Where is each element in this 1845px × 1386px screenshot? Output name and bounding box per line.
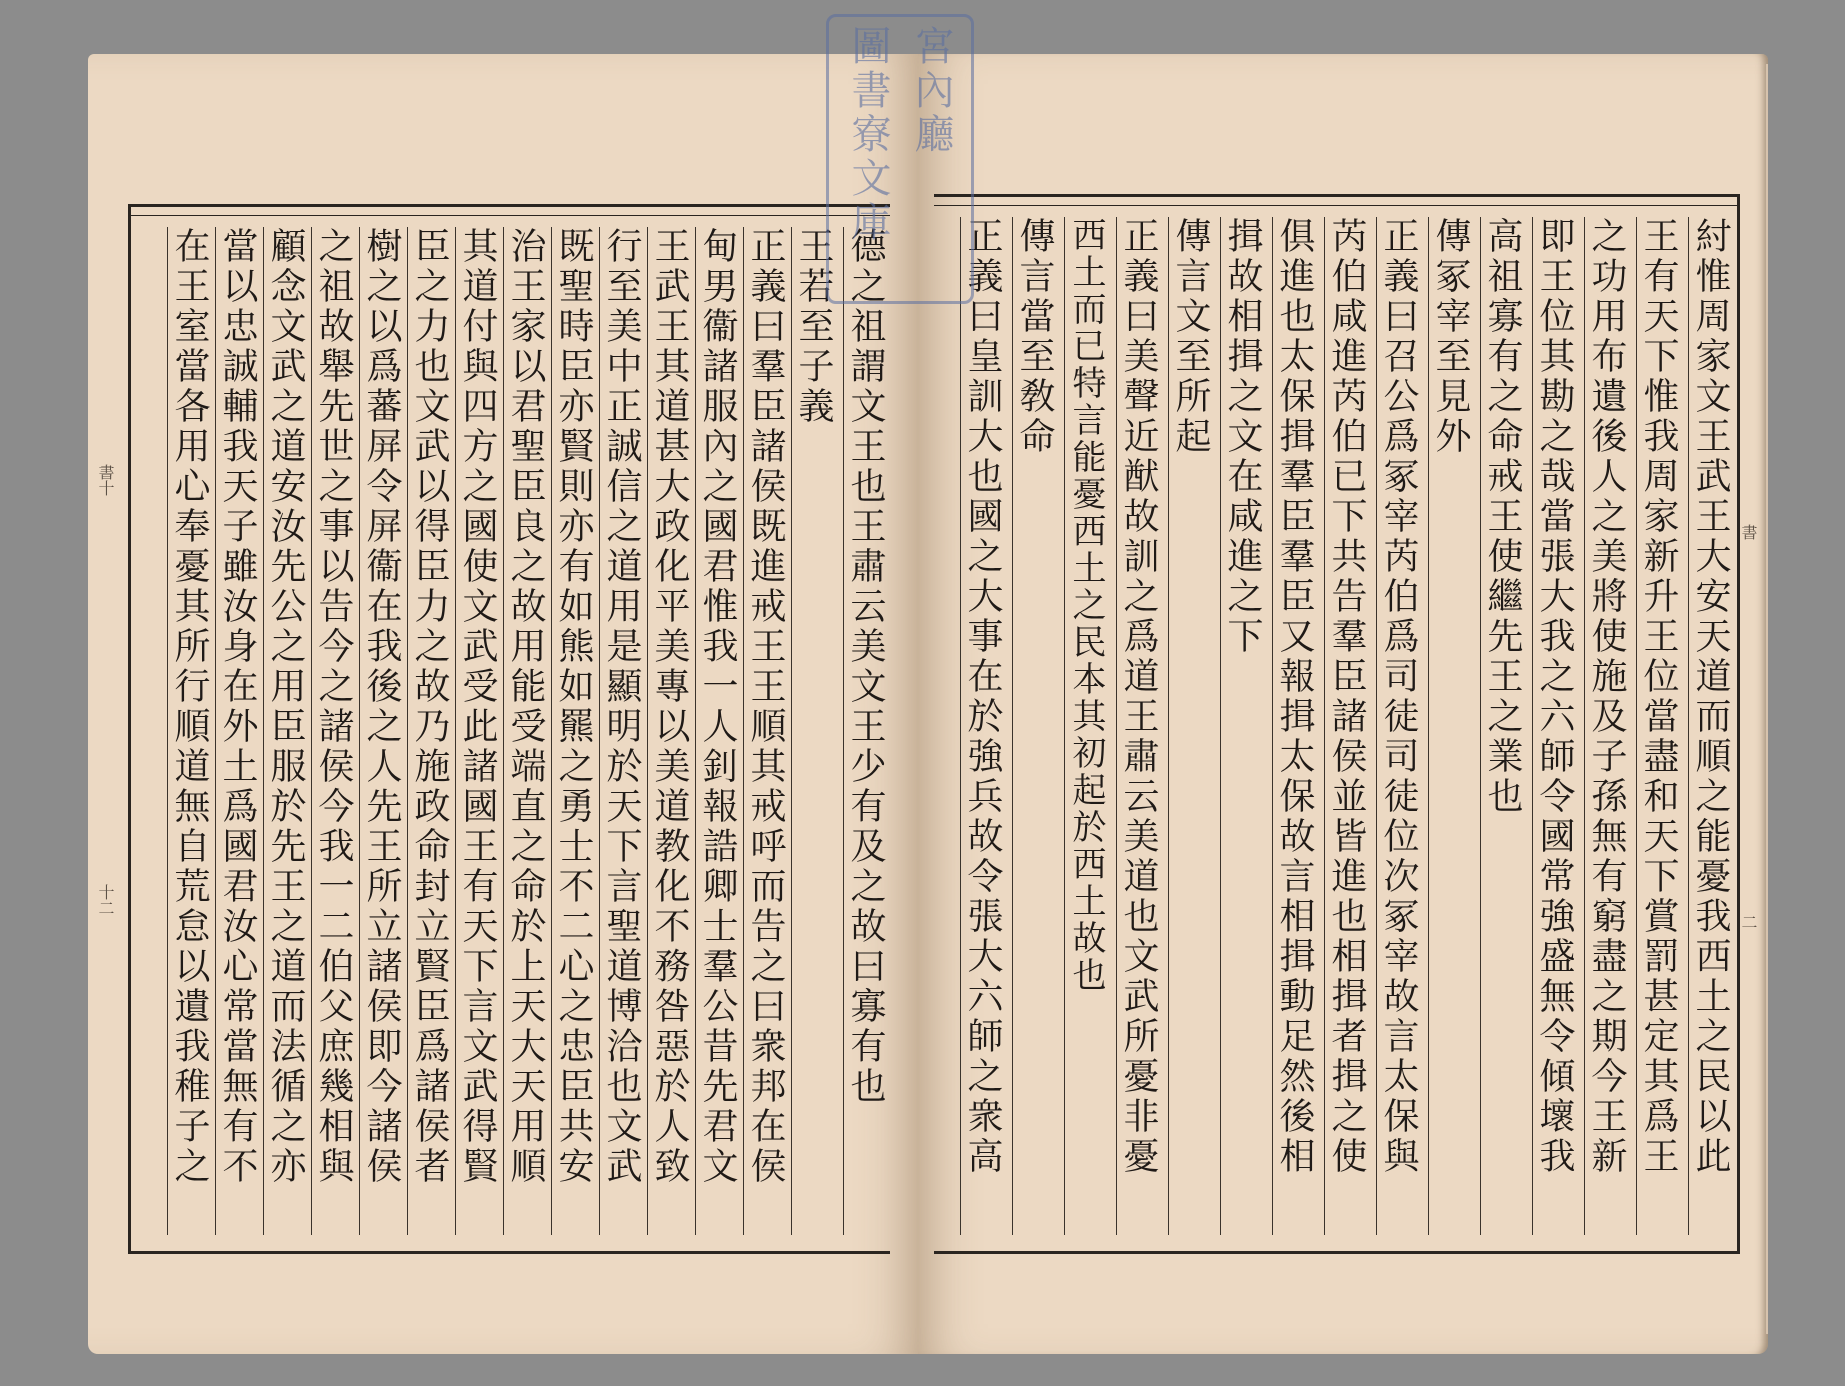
- right-page: [918, 54, 1768, 1354]
- text-column: 顧念文武之道安汝先公之用臣服於先王之道而法循之亦: [263, 227, 306, 1235]
- text-column: 正義曰皇訓大也國之大事在於強兵故令張大六師之衆高: [960, 217, 1003, 1235]
- text-column: 高祖寡有之命戒王使繼先王之業也: [1480, 217, 1523, 1235]
- text-column: 揖故相揖之文在咸進之下: [1220, 217, 1263, 1235]
- left-page: [88, 54, 918, 1354]
- text-column: 傳言文至所起: [1168, 217, 1211, 1235]
- text-column: 治王家以君聖臣良之故用能受端直之命於上天大天用順: [503, 227, 546, 1235]
- text-column: 王有天下惟我周家新升王位當盡和天下賞罰甚定其爲王: [1636, 217, 1679, 1235]
- frame-rule: [934, 205, 1737, 206]
- text-column: 王武王其道甚大政化平美專以美道教化不務咎惡於人致: [647, 227, 690, 1235]
- text-column: 俱進也太保揖羣臣羣臣又報揖太保故言相揖動足然後相: [1272, 217, 1315, 1235]
- text-column: 甸男衞諸服內之國君惟我一人釗報誥卿士羣公昔先君文: [695, 227, 738, 1235]
- text-column: 正義曰召公爲冢宰芮伯爲司徒司徒位次冢宰故言太保與: [1376, 217, 1419, 1235]
- text-column: 正義曰美聲近猷故訓之爲道王肅云美道也文武所憂非憂: [1116, 217, 1159, 1235]
- text-column: 在王室當各用心奉憂其所行順道無自荒怠以遺我稚子之: [167, 227, 210, 1235]
- text-column: 傳冢宰至見外: [1428, 217, 1471, 1235]
- left-text-frame: [128, 204, 890, 1254]
- text-column: 其道付與四方之國使文武受此諸國王有天下言文武得賢: [455, 227, 498, 1235]
- gutter-mark: 書十: [96, 464, 115, 496]
- gutter-mark: 書: [1739, 524, 1758, 540]
- frame-rule: [131, 215, 890, 216]
- text-column: 正義曰羣臣諸侯既進戒王王順其戒呼而告之曰衆邦在侯: [743, 227, 786, 1235]
- text-column: 即王位其勘之哉當張大我之六師令國常強盛無令傾壞我: [1532, 217, 1575, 1235]
- stamp-text: 圖書寮文庫: [845, 25, 891, 245]
- gutter-mark: 十二: [96, 884, 115, 916]
- text-column: 臣之力也文武以得臣力之故乃施政命封立賢臣爲諸侯者: [407, 227, 450, 1235]
- page-edges: [1766, 64, 1768, 1334]
- text-column: 芮伯咸進芮伯已下共告羣臣諸侯並皆進也相揖者揖之使: [1324, 217, 1367, 1235]
- text-column: 傳言當至敎命: [1012, 217, 1055, 1235]
- text-column: 德之祖謂文王也王肅云美文王少有及之故曰寡有也: [843, 227, 886, 1235]
- text-column: 樹之以爲蕃屏令屏衞在我後之人先王所立諸侯即今諸侯: [359, 227, 402, 1235]
- library-seal-stamp: [826, 14, 974, 304]
- text-column: 既聖時臣亦賢則亦有如熊如羆之勇士不二心之忠臣共安: [551, 227, 594, 1235]
- text-column: 王若至子義: [791, 227, 834, 1235]
- right-text-frame: [934, 194, 1740, 1254]
- text-column: 之祖故舉先世之事以告今之諸侯今我一二伯父庶幾相與: [311, 227, 354, 1235]
- text-column: 西土而已特言能憂西土之民本其初起於西土故也: [1064, 217, 1107, 1235]
- text-column: 之功用布遺後人之美將使施及子孫無有窮盡之期今王新: [1584, 217, 1627, 1235]
- stamp-text: 宮內廳: [908, 25, 954, 157]
- text-column: 當以忠誠輔我天子雖汝身在外土爲國君汝心常當無有不: [215, 227, 258, 1235]
- gutter-mark: 二: [1739, 914, 1758, 930]
- text-column: 行至美中正誠信之道用是顯明於天下言聖道博洽也文武: [599, 227, 642, 1235]
- text-column: 紂惟周家文王武王大安天道而順之能憂我西土之民以此: [1688, 217, 1731, 1235]
